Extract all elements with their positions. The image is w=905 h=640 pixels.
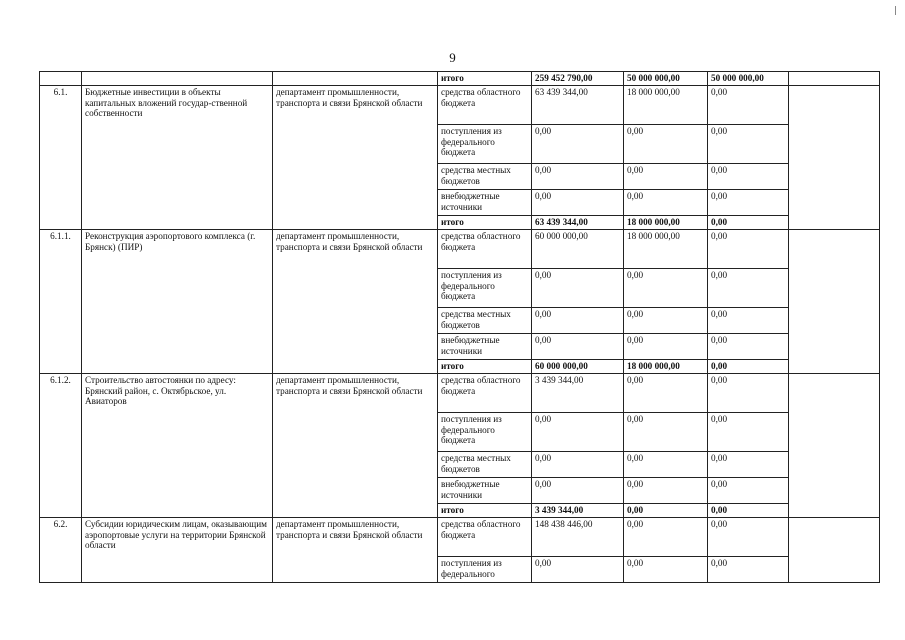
value-cell: 0,00 (624, 504, 708, 518)
value-cell: 0,00 (532, 190, 624, 216)
value-cell: 63 439 344,00 (532, 86, 624, 125)
value-cell: 0,00 (708, 230, 789, 269)
value-cell: 0,00 (708, 334, 789, 360)
table-row (40, 374, 880, 413)
source-cell: итого (438, 72, 532, 86)
value-cell: 0,00 (708, 452, 789, 478)
item-number: 6.1. (40, 86, 82, 230)
value-cell: 0,00 (624, 164, 708, 190)
value-cell: 60 000 000,00 (532, 230, 624, 269)
source-cell: средства местных бюджетов (438, 452, 532, 478)
item-name: Строительство автостоянки по адресу: Брянский район, с. Октябрьское, ул. Авиаторов (82, 374, 273, 518)
source-cell: средства областного бюджета (438, 86, 532, 125)
value-cell: 0,00 (708, 86, 789, 125)
value-cell: 0,00 (708, 125, 789, 164)
source-cell: поступления из федерального (438, 557, 532, 583)
item-number: 6.2. (40, 518, 82, 583)
value-cell: 0,00 (532, 413, 624, 452)
cell-empty (82, 72, 273, 86)
value-cell: 18 000 000,00 (624, 360, 708, 374)
value-cell: 0,00 (624, 374, 708, 413)
value-cell: 0,00 (624, 334, 708, 360)
cell-empty (789, 86, 880, 230)
value-cell: 3 439 344,00 (532, 374, 624, 413)
source-cell: итого (438, 504, 532, 518)
table-row (40, 86, 880, 125)
cell-empty (40, 72, 82, 86)
value-cell: 0,00 (624, 269, 708, 308)
value-cell: 18 000 000,00 (624, 230, 708, 269)
source-cell: средства местных бюджетов (438, 164, 532, 190)
source-cell: внебюджетные источники (438, 334, 532, 360)
value-cell: 50 000 000,00 (624, 72, 708, 86)
value-cell: 63 439 344,00 (532, 216, 624, 230)
value-cell: 0,00 (624, 452, 708, 478)
value-cell: 60 000 000,00 (532, 360, 624, 374)
value-cell: 0,00 (624, 190, 708, 216)
budget-table (39, 71, 880, 583)
item-executor: департамент промышленности, транспорта и связи Брянской области (273, 86, 438, 230)
value-cell: 0,00 (708, 413, 789, 452)
cell-empty (789, 230, 880, 374)
value-cell: 0,00 (708, 504, 789, 518)
value-cell: 0,00 (708, 374, 789, 413)
table-row (40, 518, 880, 557)
value-cell: 0,00 (532, 269, 624, 308)
item-number: 6.1.1. (40, 230, 82, 374)
value-cell: 0,00 (532, 452, 624, 478)
value-cell: 18 000 000,00 (624, 86, 708, 125)
value-cell: 0,00 (624, 478, 708, 504)
value-cell: 0,00 (532, 308, 624, 334)
cell-empty (789, 518, 880, 583)
item-number: 6.1.2. (40, 374, 82, 518)
value-cell: 0,00 (532, 478, 624, 504)
source-cell: средства областного бюджета (438, 374, 532, 413)
value-cell: 0,00 (624, 125, 708, 164)
cell-empty (789, 72, 880, 86)
value-cell: 0,00 (708, 216, 789, 230)
item-name: Субсидии юридическим лицам, оказывающим аэропортовые услуги на территории Брянской области (82, 518, 273, 583)
source-cell: поступления из федерального бюджета (438, 269, 532, 308)
value-cell: 0,00 (532, 557, 624, 583)
value-cell: 0,00 (624, 413, 708, 452)
item-executor: департамент промышленности, транспорта и связи Брянской области (273, 374, 438, 518)
source-cell: поступления из федерального бюджета (438, 125, 532, 164)
value-cell: 0,00 (624, 518, 708, 557)
value-cell: 0,00 (532, 164, 624, 190)
source-cell: внебюджетные источники (438, 190, 532, 216)
source-cell: внебюджетные источники (438, 478, 532, 504)
source-cell: средства областного бюджета (438, 230, 532, 269)
value-cell: 0,00 (708, 308, 789, 334)
item-name: Бюджетные инвестиции в объекты капитальных вложений государ-ственной собственности (82, 86, 273, 230)
value-cell: 0,00 (708, 269, 789, 308)
value-cell: 3 439 344,00 (532, 504, 624, 518)
value-cell: 0,00 (624, 308, 708, 334)
table-row-top-total (40, 72, 880, 86)
value-cell: 50 000 000,00 (708, 72, 789, 86)
value-cell: 0,00 (532, 125, 624, 164)
item-executor: департамент промышленности, транспорта и связи Брянской области (273, 230, 438, 374)
value-cell: 259 452 790,00 (532, 72, 624, 86)
item-name: Реконструкция аэропортового комплекса (г. Брянск) (ПИР) (82, 230, 273, 374)
value-cell: 0,00 (708, 164, 789, 190)
source-cell: итого (438, 216, 532, 230)
value-cell: 0,00 (624, 557, 708, 583)
value-cell: 0,00 (708, 360, 789, 374)
page-number: 9 (449, 50, 456, 65)
value-cell: 0,00 (708, 518, 789, 557)
value-cell: 0,00 (708, 190, 789, 216)
value-cell: 0,00 (708, 557, 789, 583)
source-cell: средства местных бюджетов (438, 308, 532, 334)
table-row (40, 230, 880, 269)
source-cell: поступления из федерального бюджета (438, 413, 532, 452)
value-cell: 0,00 (708, 478, 789, 504)
cell-empty (273, 72, 438, 86)
value-cell: 0,00 (532, 334, 624, 360)
value-cell: 18 000 000,00 (624, 216, 708, 230)
page-edge-mark (895, 6, 896, 15)
cell-empty (789, 374, 880, 518)
source-cell: средства областного бюджета (438, 518, 532, 557)
item-executor: департамент промышленности, транспорта и связи Брянской области (273, 518, 438, 583)
source-cell: итого (438, 360, 532, 374)
value-cell: 148 438 446,00 (532, 518, 624, 557)
